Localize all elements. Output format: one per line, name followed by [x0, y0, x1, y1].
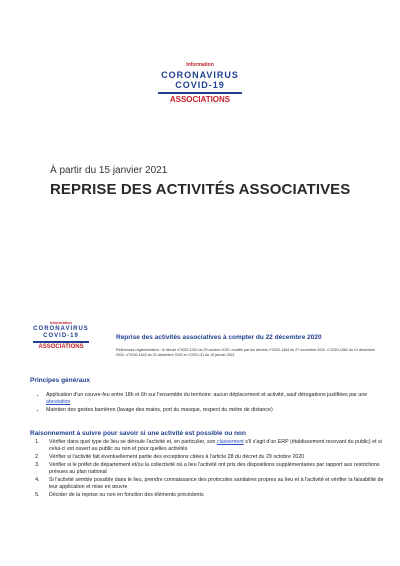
list-item: [41, 439, 389, 453]
classement-link[interactable]: classement: [216, 439, 244, 445]
principles-list: [34, 392, 386, 415]
logo-covid-text: COVID-19: [43, 333, 79, 339]
step1-text-after: s'il s'agit d'un ERP (établissement recevant du public) et si celui-ci est ouvert au public ou non et pour quelles activités: [49, 439, 382, 452]
principles-title: Principes généraux: [30, 377, 90, 384]
curfew-text: Application d'un couvre-feu entre 18h et 6h sur l'ensemble du territoire: aucun déplacement et activité, sauf dérogations justifiées par une: [46, 392, 368, 398]
reasoning-steps: [30, 439, 389, 500]
attestation-link[interactable]: attestation: [46, 399, 71, 405]
list-item: 2. Vérifier si l'activité fait éventuellement partie des exceptions citées à l'article 28 du décret du 29 octobre 2020: [41, 454, 389, 461]
regulatory-references: Références réglementaires : le décret n°2020-1310 du 29 octobre 2020, modifié par les décrets n°2020-1454 du 27 novembre 2020, n°2020-1582 du 14 décembre 2020, n°2020-1643 du 22 décembre 2020 et n°2021-31 du 15 janvier 2021: [116, 348, 375, 357]
list-item: [46, 392, 386, 406]
logo-info-label: Information: [50, 320, 72, 325]
logo-coronavirus-text: CORONAVIRUS: [161, 70, 239, 80]
logo-info-label: Information: [186, 62, 214, 68]
list-item: 3. Vérifier si le préfet de département et/ou la collectivité où a lieu l'activité ont pris des dispositions supplémentaires par rapport aux restrictions prévues au plan national: [41, 462, 389, 476]
lower-logo: [28, 320, 94, 351]
logo-covid-text: COVID-19: [175, 80, 225, 90]
logo-associations-text: ASSOCIATIONS: [169, 95, 231, 104]
document-heading: Reprise des activités associatives à compter du 22 décembre 2020: [116, 334, 322, 341]
step1-text: Vérifier dans quel type de lieu se déroule l'activité et, en particulier, son: [49, 439, 217, 445]
logo-associations-text: ASSOCIATIONS: [38, 344, 84, 350]
list-item: • Maintien des gestes barrières (lavage des mains, port du masque, respect du mètre de distance): [46, 407, 386, 414]
list-item: 4. Si l'activité semble possible dans le lieu, prendre connaissance des protocoles sanitaires propres au lieu et à l'activité et vérifier la faisabilité de leur application et mise en œuvre: [41, 477, 389, 491]
cover-date: À partir du 15 janvier 2021: [50, 165, 168, 176]
logo-bar: [33, 341, 89, 343]
logo-bar: [158, 92, 242, 94]
cover-title: REPRISE DES ACTIVITÉS ASSOCIATIVES: [50, 181, 351, 198]
logo-coronavirus-text: CORONAVIRUS: [33, 326, 89, 332]
reasoning-title: Raisonnement à suivre pour savoir si une activité est possible ou non: [30, 430, 247, 437]
top-logo: [150, 62, 250, 105]
list-item: 5. Décider de la reprise ou non en fonction des éléments précédents: [41, 492, 389, 499]
